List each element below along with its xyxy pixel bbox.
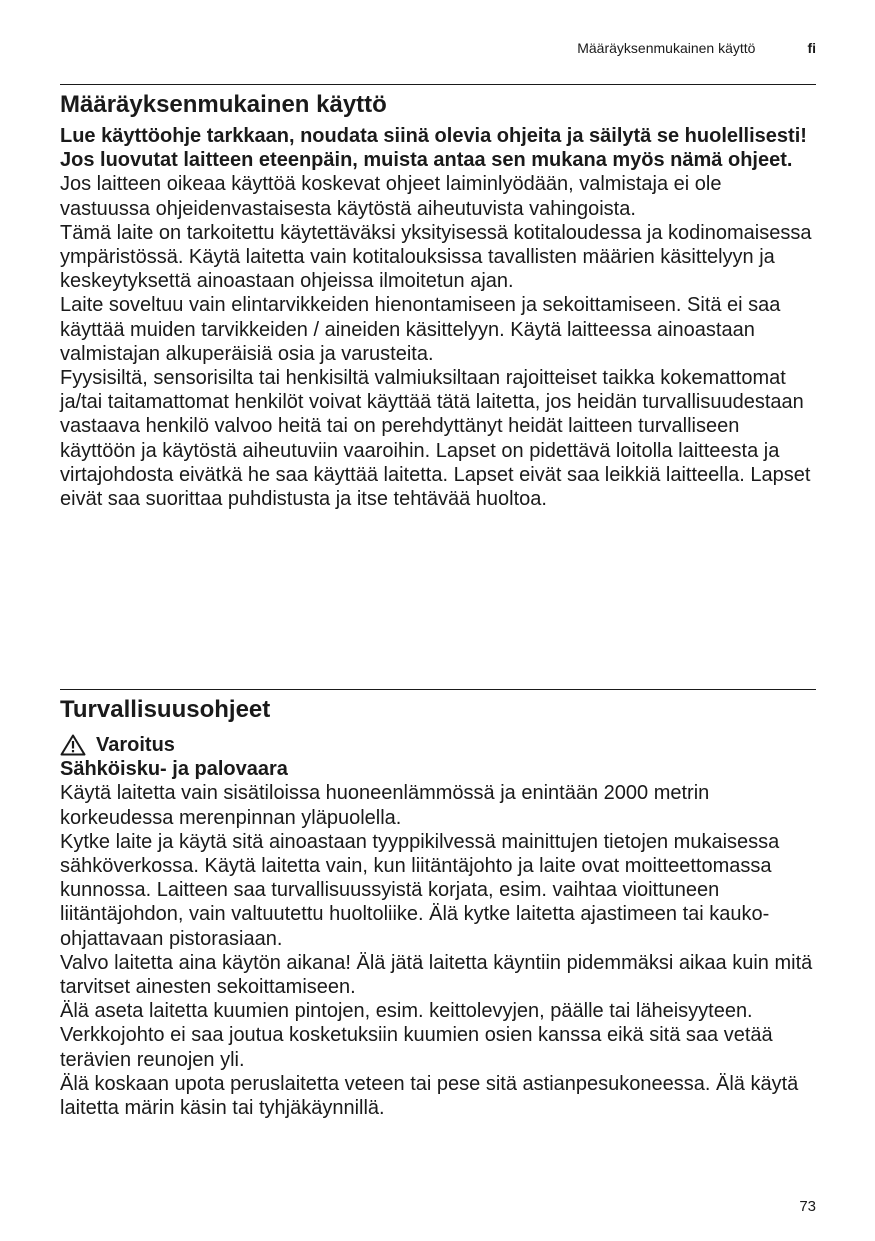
paragraph-water: Älä koskaan upota peruslaitetta veteen tai pese sitä astianpesukoneessa. Älä käytä laitetta märin käsin tai tyhjäkäynnillä. [60,1072,799,1120]
section-divider-safety [60,689,816,690]
running-header-title: Määräyksenmukainen käyttö [577,40,756,56]
warning-heading [60,733,816,757]
section-title-safety: Turvallisuusohjeet [60,696,271,723]
paragraph-indoor-use: Käytä laitetta vain sisätiloissa huoneenlämmössä ja enintään 2000 metrin korkeudessa merenpinnan yläpuolella. [60,782,710,829]
paragraph-power-supply: Kytke laite ja käytä sitä ainoastaan tyyppikilvessä mainittujen tietojen mukaisessa sähköverkossa. Käytä laitetta vain, kun liitäntäjohto ja laite ovat moitteettomassa kunnossa. Laitteen saa turvallisuussyistä korjata, esim. vaihtaa vioittuneen liitäntäjohdon, vain valtuutettu huoltoliike. Älä kytke laitetta ajastimeen tai kauko-ohjattavaan pistorasiaan. [60,830,780,950]
page-number: 73 [799,1198,816,1215]
language-code: fi [807,40,816,56]
section-intended-use [60,90,816,511]
section-safety [60,695,816,1120]
document-page [60,0,816,1241]
paragraph-persons-children: Fyysisiltä, sensorisilta tai henkisiltä valmiuksiltaan rajoitteiset taikka kokemattomat ja/tai taitamattomat henkilöt voivat käyttää tätä laitetta, jos heidän turvallisuudestaan vastaava henkilö valvoo heitä tai on perehdyttänyt heidät laitteen turvalliseen käyttöön ja käytöstä aiheutuviin vaaroihin. Lapset on pidettävä loitolla laitteesta ja virtajohdosta eivätkä he saa käyttää laitetta. Lapset eivät saa leikkiä laitteella. Lapset eivät saa suorittaa puhdistusta ja itse tehtävää huoltoa. [60,367,811,511]
paragraph-liability: Jos laitteen oikeaa käyttöä koskevat ohjeet laiminlyödään, valmistaja ei ole vastuussa ohjeidenvastaisesta käytöstä aiheutuvista vahingoista. [60,173,722,220]
paragraph-cord: Verkkojohto ei saa joutua kosketuksiin kuumien osien kanssa eikä sitä saa vetää terävien reunojen yli. [60,1024,773,1071]
section-title-intended-use: Määräyksenmukainen käyttö [60,91,387,118]
warning-triangle-icon [60,734,86,756]
paragraph-food-processing: Laite soveltuu vain elintarvikkeiden hienontamiseen ja sekoittamiseen. Sitä ei saa käyttää muiden tarvikkeiden / aineiden käsittelyyn. Käytä laitteessa ainoastaan valmistajan alkuperäisiä osia ja varusteita. [60,294,781,365]
intro-instructions: Lue käyttöohje tarkkaan, noudata siinä olevia ohjeita ja säilytä se huolellisesti! Jos luovutat laitteen eteenpäin, muista antaa sen mukana myös nämä ohjeet. [60,125,807,172]
paragraph-household-use: Tämä laite on tarkoitettu käytettäväksi yksityisessä kotitaloudessa ja kodinomaisessa ympäristössä. Käytä laitetta vain kotitalouksissa tavallisten määrien käsittelyyn ja keskeytyksettä ainoastaan ohjeissa ilmoitetun ajan. [60,221,812,293]
warning-label: Varoitus [96,734,175,756]
running-header [577,40,816,56]
section-divider-top [60,84,816,85]
paragraph-hot-surfaces: Älä aseta laitetta kuumien pintojen, esim. keittolevyjen, päälle tai läheisyyteen. [60,1000,753,1023]
hazard-title: Sähköisku- ja palovaara [60,758,288,781]
paragraph-supervise: Valvo laitetta aina käytön aikana! Älä jätä laitetta käyntiin pidemmäksi aikaa kuin mitä tarvitset ainesten sekoittamiseen. [60,951,813,999]
